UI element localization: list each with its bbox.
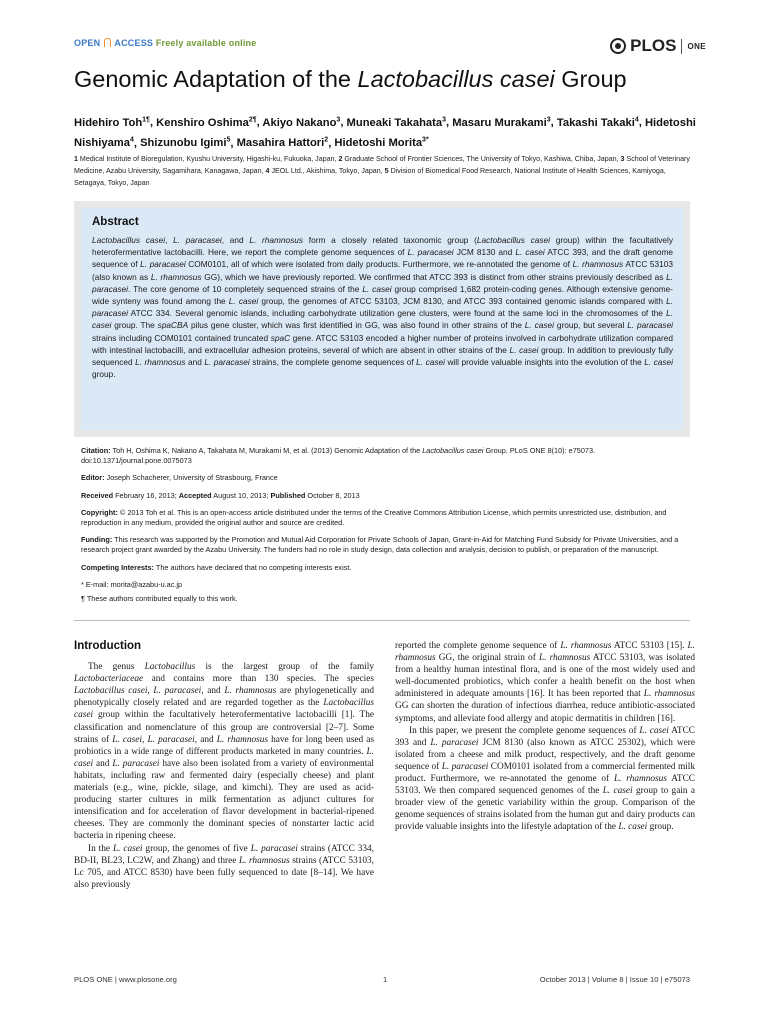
introduction-right-text (395, 640, 695, 834)
text-run: group. The (111, 320, 158, 331)
text-run: The genus (88, 662, 145, 673)
dates: Received February 16, 2013; Accepted August 10, 2013; Published October 8, 2013 (81, 490, 360, 500)
text-run: have also been isolated from a variety of environmental habitats, including raw and fermented dairy (especially cheese) and plant materials (e.g., wine, pickle, silage, and kimchi). They are used as acid-producing starter cultures in milk fermentation as adjunct cultures for intensification and for acceleration of flavor development in bacterial-ripened cheeses. They are commonly the dominant species of nonstarter lactic acid bacteria in ripening cheese. (74, 758, 374, 842)
affiliation-item: Medical Institute of Bioregulation, Kyushu University, Higashi-ku, Fukuoka, Japan, (79, 155, 337, 163)
text-run: , (147, 686, 154, 697)
introduction-left-text (74, 661, 374, 891)
italic-text: spaC (270, 332, 291, 343)
text-run: JCM 8130 (also known as ATCC 25302), which were isolated from a cheese and milk product, respectively, and the draft genome sequence of (395, 737, 695, 772)
italic-text: spaCBA (157, 320, 189, 331)
affiliation-item: Graduate School of Frontier Sciences, The University of Tokyo, Kashiwa, Chiba, Japan, (344, 155, 619, 163)
text-run: ATCC 53103. We then compared sequenced genomes of the (395, 774, 695, 797)
freely-available-label: Freely available online (155, 38, 257, 48)
text-run: , (142, 734, 148, 745)
italic-text: L. paracasei (92, 271, 673, 294)
author-name: Akiyo Nakano$^3$ (262, 116, 341, 129)
italic-text: L. rhamnosus (224, 686, 277, 697)
text-run: form a closely related taxonomic group ( (303, 235, 477, 245)
text-run: COM0101 isolated from a commercial fermented milk product. Furthermore, we re-annotated the genome of (395, 761, 695, 785)
text-run: , (165, 235, 174, 245)
text-run: ATCC 53103 [15]. (611, 641, 688, 651)
competing-interests: Competing Interests: The authors have declared that no competing interests exist. (81, 562, 352, 572)
text-run: group. In addition to previously fully sequenced (92, 344, 674, 368)
equal-contribution-note: ¶ These authors contributed equally to this work. (81, 594, 238, 604)
text-run: pilus gene cluster, which was first identified in GG, was also found in other strains of the (188, 320, 525, 331)
copyright: Copyright: © 2013 Toh et al. This is an open-access article distributed under the terms of the Creative Commons Attribution License, which permits unrestricted use, distribution, and reproduction in any medium, provided the original author and source are credited. (81, 507, 667, 528)
text-run: JCM 8130 and (453, 247, 516, 258)
italic-text: L. casei (112, 734, 142, 745)
text-run: strains including COM0101 contained truncated (92, 332, 271, 343)
text-run: group comprised 1,682 protein-coding genes. Although extensive genome-wide synteny was found among the (92, 283, 674, 307)
text-run: GG, the original strain of (435, 653, 539, 664)
italic-text: L. rhamnosus (613, 774, 667, 785)
italic-text: L. casei (92, 308, 673, 331)
text-run: GG can shorten the duration of infectious diarrhea, reduce antibiotic-associated symptoms, and alleviate food allergy and atopic dermatitis in children [16]. (395, 701, 695, 724)
italic-text: L. paracasei (627, 320, 674, 331)
paper-title: Genomic Adaptation of the Lactobacillus casei Group (74, 66, 627, 92)
editor: Editor: Joseph Schacherer, University of Strasbourg, France (81, 473, 278, 483)
abstract-box (74, 201, 690, 437)
text-run: COM0101, all of which were isolated from daily products. Furthermore, we re-annotated the genome of (185, 259, 573, 270)
text-run: group within the facultatively heterofermentative lactobacilli [1]. The classification and nomenclature of this group are controversial [2–7]. Some strains of (74, 710, 374, 745)
text-run: , and (221, 235, 250, 245)
italic-text: L. casei (524, 320, 554, 331)
open-lock-icon (104, 38, 111, 47)
left-column (74, 640, 374, 891)
section-divider (74, 620, 690, 621)
text-run: . The core genome of 10 completely sequenced strains of the (127, 283, 363, 294)
open-label: OPEN (74, 38, 101, 48)
italic-text: L. paracasei (140, 259, 186, 270)
affiliation-item: School of Veterinary Medicine, Azabu University, Sagamihara, Kanagawa, Japan, (74, 155, 690, 175)
text-run: group, but several (553, 320, 628, 331)
italic-text: L. casei (602, 786, 633, 797)
text-run: , and (194, 734, 217, 745)
text-run: strains (ATCC 334, BD-II, BL23, LC2W, and Zhang) and three (74, 843, 374, 866)
author-name: Hidetoshi Morita$^{3*}$ (334, 136, 429, 150)
text-run: is the largest group of the family (195, 662, 374, 673)
plos-wordmark: PLOS (630, 36, 677, 55)
italic-text: L. casei (228, 296, 259, 307)
italic-text: L. rhamnosus (395, 641, 696, 664)
paragraph (74, 661, 374, 842)
citation: Citation: Toh H, Oshima K, Nakano A, Takahata M, Murakami M, et al. (2013) Genomic Adaptation of the Lactobacillus casei Group. PLoS ONE 8(10): e75073. doi:10.1371/journal.pone.0075073 (81, 446, 596, 466)
text-run: ATCC 334. Several genomic islands, including carbohydrate utilization gene clusters, were found at the same loci in the chromosomes of the (127, 308, 667, 319)
page-number: 1 (383, 975, 388, 984)
italic-text: Lactobacillus (144, 662, 196, 673)
open-access-banner (74, 38, 256, 48)
italic-text: L. paracasei (204, 357, 250, 368)
email-link[interactable]: * E-mail: morita@azabu-u.ac.jp (81, 579, 183, 589)
italic-text: L. rhamnosus (238, 855, 290, 866)
author-list: Hidehiro Toh$^{1\P}$, Kenshiro Oshima$^{2\P}$, Akiyo Nakano$^3$, Muneaki Takahata$^3$, Masaru Murakami$^3$, Takashi Takaki$^4$, Hidetoshi Nishiyama$^4$, Shizunobu Igimi$^5$, Masahira Hattori$^2$, Hidetoshi Morita$^{3*}$ (74, 116, 696, 150)
italic-text: L. rhamnosus (560, 641, 612, 651)
italic-text: L. casei (618, 822, 648, 833)
paragraph (395, 725, 695, 834)
italic-text: L. casei (74, 746, 374, 769)
abstract-heading: Abstract (92, 216, 139, 228)
author-name: Shizunobu Igimi$^5$ (140, 136, 231, 150)
affiliations: 1 Medical Institute of Bioregulation, Kyushu University, Higashi-ku, Fukuoka, Japan, 2 Graduate School of Frontier Sciences, The University of Tokyo, Kashiwa, Chiba, Japan, 3 School of Veterinary Medicine, Azabu University, Sagamihara, Kanagawa, Japan, 4 JEOL Ltd., Akishima, Tokyo, Japan, 5 Division of Biomedical Food Research, National Institute of Health Sciences, Kamiyoga, Setagaya, Tokyo, Japan (74, 155, 690, 187)
text-run: group to gain a broader view of the genetic variability within the group. Comparison of the genome sequences of strains isolated from the human gut and dairy products can provide valuable insights into the lifestyle adaptation of the (395, 786, 696, 833)
text-run: ATCC 393, and the draft genome sequence of (92, 247, 674, 270)
abstract-text (92, 234, 673, 380)
italic-text: L. casei (416, 357, 445, 368)
paragraph (74, 843, 374, 891)
author-name: Masaru Murakami$^3$ (452, 116, 551, 129)
text-run: ATCC 53103, was isolated from a healthy human intestinal flora, and is one of the most widely used and well-documented probiotics, which confer a health benefit on the host when administered in adequate amounts [16]. It has been reported that (395, 653, 695, 700)
italic-text: L. rhamnosus (150, 271, 202, 282)
one-wordmark: ONE (687, 41, 706, 51)
italic-text: L. casei (639, 725, 669, 736)
italic-text: L. rhamnosus (135, 357, 186, 368)
affiliation-item: JEOL Ltd., Akishima, Tokyo, Japan, (271, 167, 383, 175)
italic-text: Lactobacillus casei (92, 235, 166, 245)
italic-text: L. paracasei (147, 734, 195, 745)
journal-header (74, 36, 706, 56)
text-run: and (93, 758, 113, 769)
italic-text: L. casei (509, 344, 539, 355)
author-name: Hidetoshi Nishiyama$^4$ (74, 116, 696, 150)
italic-text: L. paracasei (112, 758, 160, 769)
footer-issue: October 2013 | Volume 8 | Issue 10 | e75073 (539, 975, 690, 984)
text-run: group. (647, 822, 674, 833)
italic-text: L. paracasei (430, 737, 479, 748)
italic-text: L. casei (112, 843, 143, 854)
article-metadata (81, 446, 690, 608)
author-name: Takashi Takaki$^4$ (556, 116, 639, 129)
plos-logo-icon (610, 38, 626, 54)
plos-one-logo (610, 36, 706, 56)
text-run: and (185, 357, 205, 368)
introduction-heading: Introduction (74, 640, 142, 652)
text-run: strains (ATCC 53103, Lc 705, and ATCC 8530) have been fully sequenced to date [8–14]. We have also previously (74, 855, 374, 890)
italic-text: L. paracasei (153, 686, 202, 697)
author-name: Hidehiro Toh$^{1\P}$ (74, 116, 150, 129)
italic-text: L. paracasei (92, 296, 673, 319)
affiliation-item: Division of Biomedical Food Research, National Institute of Health Sciences, Kamiyoga, Setagaya, Tokyo, Japan (74, 167, 666, 187)
italic-text: L. casei (644, 357, 673, 368)
italic-text: L. casei (515, 247, 545, 258)
author-name: Muneaki Takahata$^3$ (346, 116, 446, 129)
text-run: group, the genomes of five (142, 843, 251, 854)
italic-text: Lactobacillus casei (476, 235, 550, 245)
italic-text: Lactobacillus casei (74, 698, 374, 721)
italic-text: L. rhamnosus (249, 235, 304, 245)
text-run: strains, the complete genome sequences of (249, 357, 417, 368)
text-run: group. (92, 369, 116, 380)
footer-journal: PLOS ONE | www.plosone.org (74, 975, 177, 984)
author-name: Masahira Hattori$^2$ (236, 136, 329, 150)
access-label: ACCESS (114, 38, 154, 48)
text-run: , and (201, 686, 225, 697)
italic-text: Lactobacteriaceae (74, 674, 144, 685)
italic-text: L. paracasei (250, 843, 298, 854)
text-run: group) within the facultatively heterofermentative lactobacilli. Here, we report the complete genome sequences of (92, 235, 673, 258)
text-run: group, the genomes of ATCC 53103, JCM 8130, and ATCC 393 contained genomic islands compared with (258, 296, 667, 307)
text-run: and contains more than 130 species. The species (143, 674, 374, 685)
author-name: Kenshiro Oshima$^{2\P}$ (156, 116, 257, 129)
text-run: reported the complete genome sequence of (395, 641, 561, 651)
italic-text: L. paracasei (407, 247, 454, 258)
text-run: In this paper, we present the complete genome sequences of (409, 725, 640, 736)
italic-text: L. paracasei (441, 761, 489, 772)
italic-text: Lactobacillus casei (74, 686, 148, 697)
text-run: GG), which we have previously reported. We confirmed that ATCC 393 is distinct from other strains previously described as (201, 271, 667, 282)
text-run: ATCC 393 and (395, 725, 696, 748)
italic-text: L. rhamnosus (538, 653, 591, 664)
text-run: gene. ATCC 53103 encoded a higher number of proteins involved in carbohydrate utilization compared with intestinal lactobacilli, and extracellular adhesion proteins, several of which are absent in other strains of the (92, 332, 673, 355)
italic-text: L. rhamnosus (572, 259, 624, 270)
text-run: have for long been used as probiotics in a wide range of different products marketed in many countries. (74, 734, 375, 757)
paragraph (395, 640, 695, 725)
italic-text: L. rhamnosus (643, 689, 695, 700)
italic-text: L. paracasei (173, 235, 222, 245)
text-run: In the (88, 843, 113, 854)
text-run: are phylogenetically and phenotypically closely related and are regarded together as the (74, 686, 374, 709)
right-column (395, 640, 695, 834)
text-run: will provide valuable insights into the evolution of the (444, 357, 645, 368)
funding: Funding: This research was supported by the Promotion and Mutual Aid Corporation for Private Schools of Japan, Grant-in-Aid for Matching Fund Subsidy for Private Universities, and a research project grant awarded by the Azabu University. The funders had no role in study design, data collection and analysis, decision to publish, or preparation of the manuscript. (81, 535, 679, 555)
italic-text: L. rhamnosus (216, 734, 269, 745)
italic-text: L. casei (362, 283, 392, 294)
logo-divider (681, 39, 682, 54)
text-run: ATCC 53103 (also known as (92, 259, 673, 282)
